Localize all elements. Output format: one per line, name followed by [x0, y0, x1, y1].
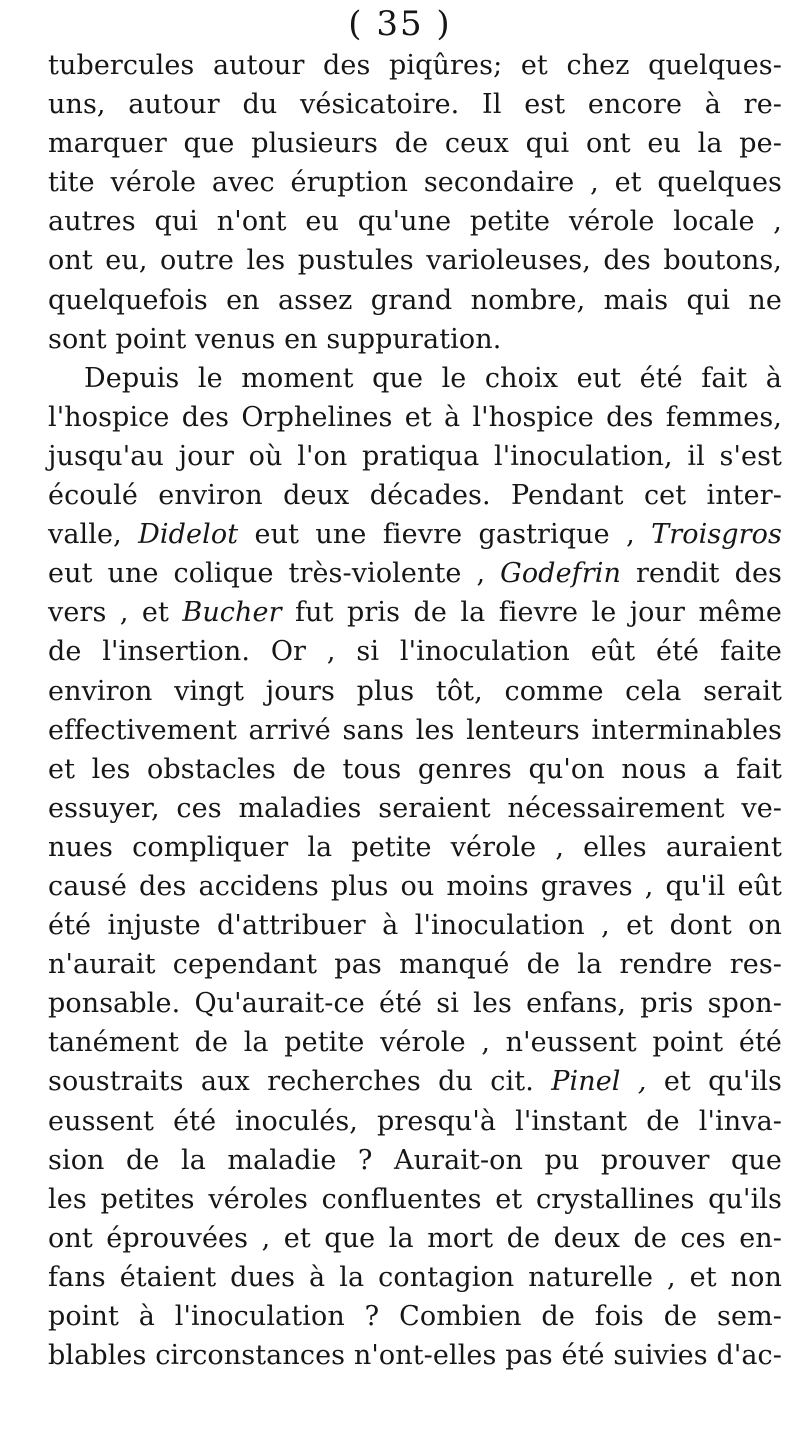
text-fragment: eut une colique très-violente ,: [48, 558, 501, 590]
text-line: les petites véroles confluentes et crystallines qu'ils: [48, 1183, 782, 1215]
text-line: sion de la maladie ? Aurait-on pu prouver que: [48, 1144, 782, 1176]
text-line: été injuste d'attribuer à l'inoculation , et dont on: [48, 910, 782, 942]
text-line: uns, autour du vésicatoire. Il est encore à re-: [48, 89, 782, 121]
text-line: [48, 1062, 782, 1101]
person-name: Pinel ,: [551, 1066, 647, 1098]
text-line: tubercules autour des piqûres; et chez quelques-: [48, 50, 782, 81]
text-line: de l'insertion. Or , si l'inoculation eût été faite: [48, 636, 782, 668]
person-name: Troisgros: [651, 519, 782, 551]
text-fragment: eut une fievre gastrique ,: [238, 519, 652, 551]
text-line: marquer que plusieurs de ceux qui ont eu la pe-: [48, 128, 782, 160]
text-line: [48, 554, 782, 593]
text-fragment: soustraits aux recherches du cit.: [48, 1066, 552, 1098]
text-line: sont point venus en suppuration.: [48, 323, 502, 355]
text-line: ont eu, outre les pustules varioleuses, des boutons,: [48, 245, 782, 277]
text-fragment: fut pris de la fievre le jour même: [281, 597, 783, 629]
page-number: ( 35 ): [348, 4, 452, 44]
text-line: tite vérole avec éruption secondaire , et quelques: [48, 167, 782, 199]
text-line: effectivement arrivé sans les lenteurs interminables: [48, 714, 782, 746]
text-line: environ vingt jours plus tôt, comme cela serait: [48, 675, 782, 707]
text-line: n'aurait cependant pas manqué de la rendre res-: [48, 949, 782, 981]
text-line: ont éprouvées , et que la mort de deux de ces en-: [48, 1222, 782, 1254]
text-line: point à l'inoculation ? Combien de fois de sem-: [48, 1301, 782, 1332]
text-line: fans étaient dues à la contagion naturelle , et non: [48, 1261, 782, 1293]
text-line: blables circonstances n'ont-elles pas été suivies d'ac-: [48, 1340, 782, 1372]
person-name: Godefrin: [500, 558, 621, 590]
text-fragment: vers , et: [48, 597, 183, 629]
text-fragment: rendit des: [620, 558, 782, 590]
person-name: Bucher: [182, 597, 282, 629]
person-name: Didelot: [138, 519, 239, 551]
text-line: [48, 593, 782, 632]
text-line: causé des accidens plus ou moins graves , qu'il eût: [48, 870, 782, 902]
text-fragment: valle,: [48, 519, 139, 551]
text-line: jusqu'au jour où l'on pratiqua l'inoculation, il s'est: [48, 440, 782, 472]
text-line: écoulé environ deux décades. Pendant cet inter-: [48, 480, 782, 512]
text-line: et les obstacles de tous genres qu'on nous a fait: [48, 753, 782, 785]
text-line: essuyer, ces maladies seraient nécessairement ve-: [48, 792, 782, 824]
text-line: autres qui n'ont eu qu'une petite vérole locale ,: [48, 206, 782, 238]
text-line: ponsable. Qu'aurait-ce été si les enfans, pris spon-: [48, 988, 782, 1020]
body-text: [48, 46, 782, 1375]
text-line: [48, 515, 782, 554]
text-line: quelquefois en assez grand nombre, mais qui ne: [48, 284, 782, 316]
text-fragment: et qu'ils: [646, 1066, 783, 1098]
paragraph-start-line: Depuis le moment que le choix eut été fait à: [84, 362, 782, 394]
text-line: eussent été inoculés, presqu'à l'instant de l'inva-: [48, 1105, 782, 1137]
text-line: tanément de la petite vérole , n'eussent point été: [48, 1027, 782, 1059]
text-line: nues compliquer la petite vérole , elles auraient: [48, 831, 782, 863]
text-line: l'hospice des Orphelines et à l'hospice des femmes,: [48, 401, 782, 433]
